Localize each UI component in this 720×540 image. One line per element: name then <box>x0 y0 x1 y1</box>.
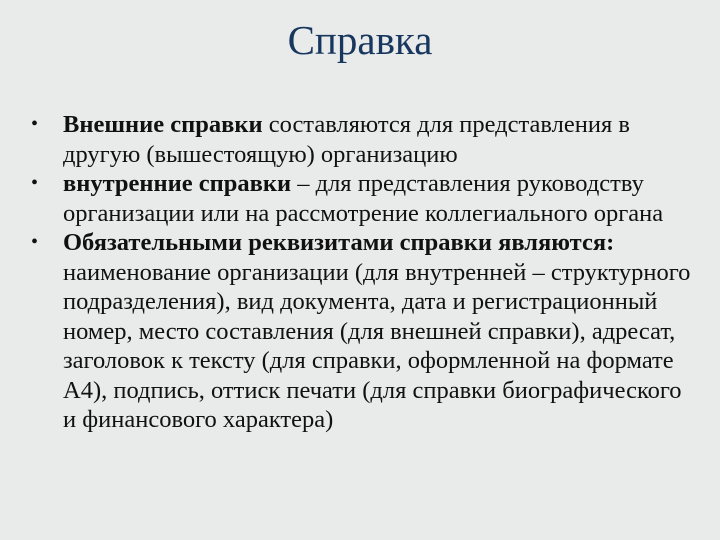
bullet-term: Внешние справки <box>63 111 263 138</box>
bullet-text: – для представления руководству организации или на рассмотрение коллегиального органа <box>63 170 664 227</box>
bullet-item-external <box>28 110 700 169</box>
slide-title: Справка <box>287 17 433 63</box>
bullet-term: внутренние справки <box>63 170 292 197</box>
bullet-text: составляются для представления в другую (вышестоящую) организацию <box>63 111 630 168</box>
bullet-icon: • <box>31 113 39 135</box>
bullet-list <box>28 110 700 435</box>
bullet-term: Обязательными реквизитами справки являются: <box>63 229 615 256</box>
bullet-item-internal <box>28 169 700 228</box>
bullet-item-requisites <box>28 228 700 435</box>
bullet-icon: • <box>31 231 39 253</box>
bullet-text: наименование организации (для внутренней – структурного подразделения), вид документа, дата и регистрационный номер, место составления (для внешней справки), адресат, заголовок к тексту (для справки, оформленной на формате А4), подпись, оттиск печати (для справки биографического и финансового характера) <box>63 258 691 433</box>
bullet-icon: • <box>31 172 39 194</box>
